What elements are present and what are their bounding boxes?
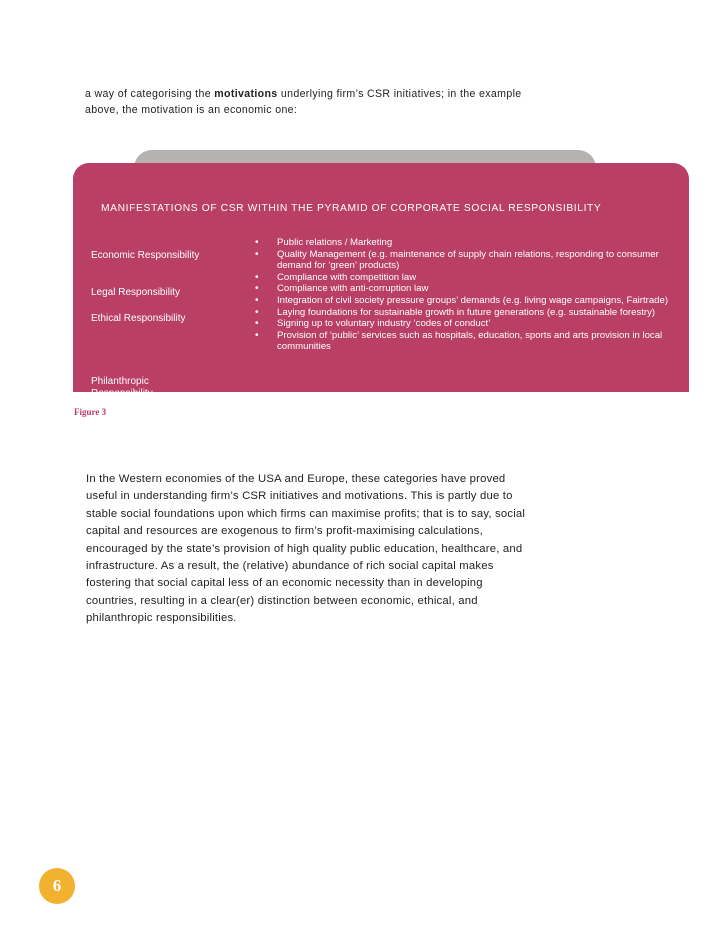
list-item: • Compliance with anti-corruption law — [255, 283, 685, 295]
intro-paragraph — [85, 86, 525, 118]
body-paragraph-text: In the Western economies of the USA and Europe, these categories have proved useful in understanding firm’s CSR initiatives and motivations. This is partly due to stable social foundations upon which firms can maximise profits; that is to say, social capital and resources are exogenous to firm’s profit-maximising calculations, encouraged by the state’s provision of high quality public education, healthcare, and infrastructure. As a result, the (relative) abundance of rich social capital makes fostering that social capital less of an economic necessity than in developing countries, resulting in a clear(er) distinction between economic, ethical, and philanthropic responsibilities. — [86, 473, 526, 625]
list-item: • Compliance with competition law — [255, 272, 685, 284]
page-number: 6 — [52, 876, 62, 895]
list-item: • Signing up to voluntary industry ‘codes of conduct’ — [255, 318, 685, 330]
intro-text-end: underlying firm’s CSR initiatives; in the example above, the motivation is an economic one: — [85, 88, 522, 116]
body-paragraph — [86, 471, 536, 628]
label-economic: Economic Responsibility — [91, 250, 200, 261]
intro-emphasis: motivations — [214, 88, 278, 100]
figure-caption: Figure 3 — [74, 407, 107, 417]
label-philanthropic: Philanthropic — [91, 376, 149, 387]
list-item: • Laying foundations for sustainable growth in future generations (e.g. sustainable forestry) — [255, 307, 685, 319]
label-ethical: Ethical Responsibility — [91, 313, 186, 324]
page-number-badge — [39, 868, 75, 904]
intro-text-start: a way of categorising the — [85, 88, 215, 100]
manifestations-list — [255, 237, 685, 353]
list-item: • Quality Management (e.g. maintenance of supply chain relations, responding to consumer demand for ‘green’ products) — [255, 249, 685, 272]
figure-title: MANIFESTATIONS OF CSR WITHIN THE PYRAMID OF CORPORATE SOCIAL RESPONSIBILITY — [101, 203, 602, 214]
label-legal: Legal Responsibility — [91, 287, 180, 298]
label-philanthropic-cont: Responsibility — [91, 388, 153, 399]
list-item: • Integration of civil society pressure groups’ demands (e.g. living wage campaigns, Fairtrade) — [255, 295, 685, 307]
csr-figure-box — [73, 163, 689, 399]
list-item: • Provision of ‘public’ services such as hospitals, education, sports and arts provision in local communities — [255, 330, 685, 353]
list-item: • Public relations / Marketing — [255, 237, 685, 249]
